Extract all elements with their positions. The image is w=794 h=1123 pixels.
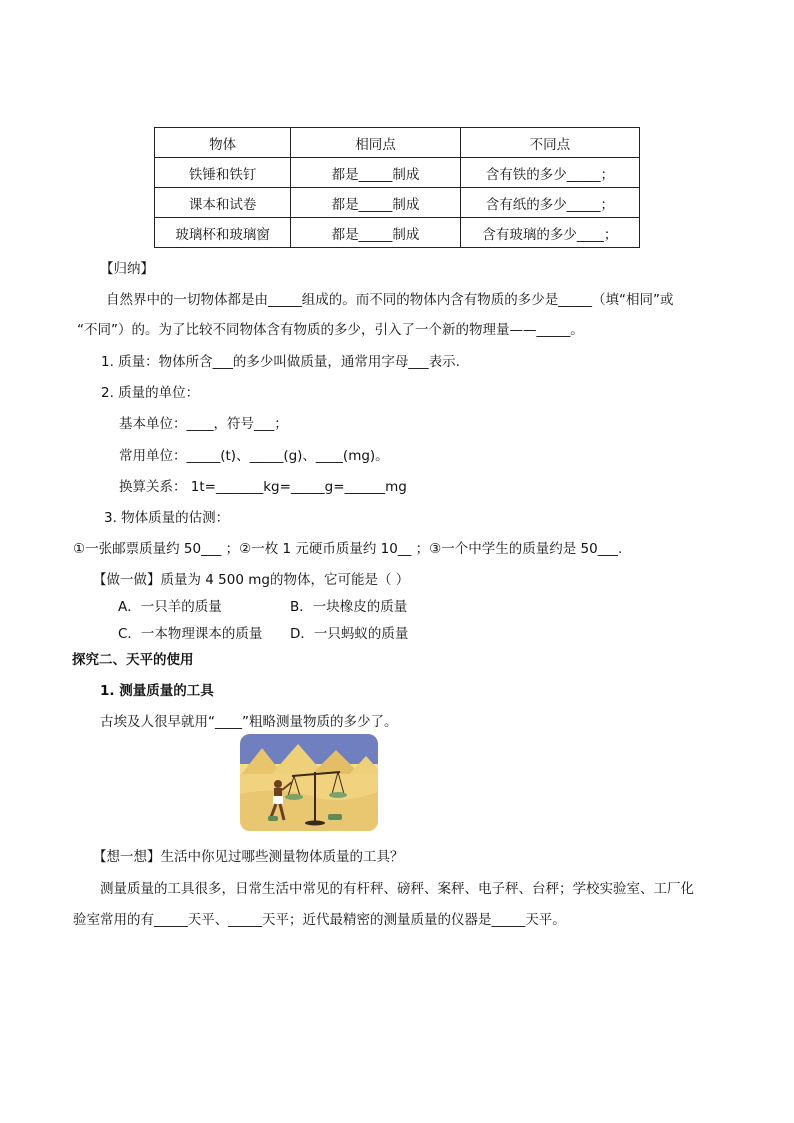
subsection-title: 1. 测量质量的工具: [100, 683, 214, 699]
table-header: 相同点: [291, 128, 460, 158]
mass-estimation-items: ①一张邮票质量约 50___ ；②一枚 1 元硬币质量约 10__ ；③一个中学生的质量约是 50___.: [73, 541, 623, 557]
table-cell: 含有玻璃的多少____；: [460, 218, 639, 248]
table-row: [155, 158, 640, 188]
section-title: 探究二、天平的使用: [72, 652, 194, 668]
egyptian-balance-illustration: [240, 734, 378, 831]
mass-estimation-heading: 3. 物体质量的估测：: [104, 510, 230, 526]
think-answer-line-1: 测量质量的工具很多，日常生活中常见的有杆秤、磅秤、案秤、电子秤、台秤；学校实验室、工厂化: [100, 881, 694, 897]
table-cell: 含有纸的多少_____；: [460, 188, 639, 218]
option-b: B．一块橡皮的质量: [290, 599, 408, 615]
think-question: 【想一想】生活中你见过哪些测量物体质量的工具？: [93, 849, 404, 865]
option-c: C．一本物理课本的质量: [118, 626, 263, 642]
table-header-row: [155, 128, 640, 158]
summary-text-line-2: “不同”）的。为了比较不同物体含有物质的多少，引入了一个新的物理量——_____。: [77, 322, 584, 338]
think-answer-line-2: 验室常用的有_____天平、_____天平；近代最精密的测量质量的仪器是_____天平。: [73, 912, 566, 928]
option-d: D．一只蚂蚁的质量: [290, 626, 409, 642]
table-cell: 铁锤和铁钉: [155, 158, 291, 188]
table-header: 不同点: [460, 128, 639, 158]
exercise-question: 【做一做】质量为 4 500 mg的物体，它可能是（ ）: [93, 572, 410, 588]
table-cell: 课本和试卷: [155, 188, 291, 218]
egypt-text: 古埃及人很早就用“____”粗略测量物质的多少了。: [100, 714, 398, 730]
mass-unit-heading: 2. 质量的单位：: [101, 385, 200, 401]
summary-text-line-1: 自然界中的一切物体都是由_____组成的。而不同的物体内含有物质的多少是_____（填“相同”或: [106, 292, 674, 308]
table-cell: 都是_____制成: [291, 158, 460, 188]
table-cell: 都是_____制成: [291, 188, 460, 218]
table-row: [155, 218, 640, 248]
mass-definition: 1. 质量：物体所含___的多少叫做质量，通常用字母___表示.: [101, 354, 460, 370]
table-header: 物体: [155, 128, 291, 158]
common-units: 常用单位：_____(t)、_____(g)、____(mg)。: [119, 448, 389, 464]
table-cell: 玻璃杯和玻璃窗: [155, 218, 291, 248]
comparison-table: [154, 127, 640, 248]
summary-heading: 【归纳】: [100, 261, 154, 277]
table-row: [155, 188, 640, 218]
unit-conversion: 换算关系： 1t=_______kg=_____g=______mg: [119, 479, 407, 495]
basic-unit: 基本单位：____，符号___；: [119, 416, 288, 432]
table-cell: 含有铁的多少_____；: [460, 158, 639, 188]
table-cell: 都是_____制成: [291, 218, 460, 248]
option-a: A．一只羊的质量: [118, 599, 222, 615]
